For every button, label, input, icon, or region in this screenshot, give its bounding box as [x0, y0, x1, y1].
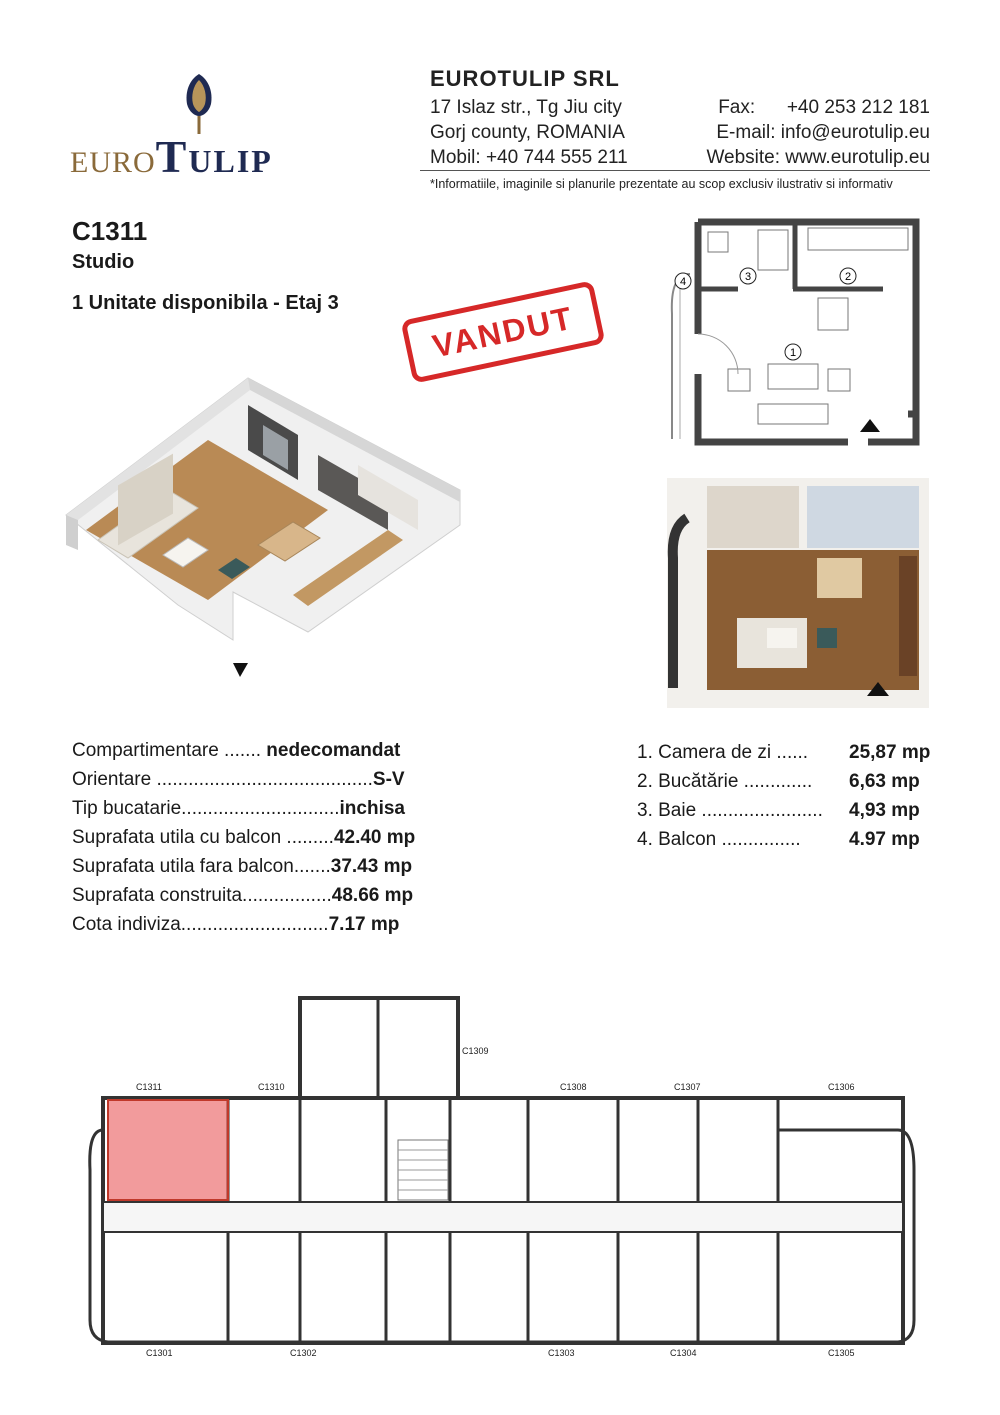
unit-label-c1306: C1306 [828, 1082, 855, 1092]
company-info [430, 66, 930, 170]
unit-label-c1303: C1303 [548, 1348, 575, 1358]
room-bucatarie: 2. Bucătărie ............. 6,63 mp [637, 771, 920, 792]
room-camera-de-zi: 1. Camera de zi ...... 25,87 mp [637, 742, 931, 763]
furnished-plan-render [667, 478, 929, 708]
mobile: Mobil: +40 744 555 211 [430, 147, 628, 168]
svg-text:3: 3 [744, 271, 752, 283]
unit-label-c1304: C1304 [670, 1348, 697, 1358]
company-logo [70, 70, 330, 182]
floor-plan-drawing [668, 214, 928, 446]
spec-tip-bucatarie: Tip bucatarie..............................inchisa [72, 798, 405, 819]
building-floor-plan [78, 990, 928, 1370]
spec-compartimentare: Compartimentare ....... nedecomandat [72, 740, 401, 761]
unit-label-c1305: C1305 [828, 1348, 855, 1358]
fax-number: +40 253 212 181 [786, 97, 930, 118]
entrance-arrow-icon [233, 663, 248, 677]
svg-text:1: 1 [789, 347, 797, 359]
company-name: EUROTULIP SRL [430, 66, 620, 91]
room-marker-1 [785, 344, 801, 360]
spec-suprafata-cu-balcon: Suprafata utila cu balcon .........42.40 mp [72, 827, 416, 848]
website: Website: www.eurotulip.eu [706, 147, 930, 168]
spec-suprafata-fara-balcon: Suprafata utila fara balcon.......37.43 mp [72, 856, 413, 877]
highlighted-unit-c1311 [108, 1100, 228, 1200]
apartment-code: C1311 [72, 216, 148, 246]
unit-label-c1309: C1309 [462, 1046, 489, 1056]
address-line-2: Gorj county, ROMANIA [430, 122, 625, 143]
rooms-list [637, 742, 937, 858]
header-divider [420, 170, 930, 171]
unit-label-c1307: C1307 [674, 1082, 701, 1092]
svg-text:2: 2 [844, 271, 852, 283]
disclaimer: *Informatiile, imaginile si planurile prezentate au scop exclusiv ilustrativ si informativ [430, 177, 893, 191]
logo-initial: T [155, 131, 189, 182]
unit-label-c1311: C1311 [136, 1082, 162, 1092]
sold-stamp: VANDUT [400, 280, 605, 383]
specs-list [72, 740, 472, 943]
room-marker-4 [675, 273, 691, 289]
apartment-type: Studio [72, 251, 135, 273]
email: E-mail: info@eurotulip.eu [716, 122, 930, 143]
isometric-render [58, 370, 470, 700]
spec-cota-indiviza: Cota indiviza............................7.17 mp [72, 914, 400, 935]
unit-label-c1302: C1302 [290, 1348, 317, 1358]
fax-label: Fax: [718, 97, 756, 118]
address-line-1: 17 Islaz str., Tg Jiu city [430, 97, 622, 118]
room-baie: 3. Baie ....................... 4,93 mp [637, 800, 920, 821]
room-marker-3 [740, 268, 756, 284]
logo-word-tulip: ULIP [188, 143, 273, 179]
logo-word-euro: EURO [70, 146, 156, 179]
spec-suprafata-construita: Suprafata construita.................48.66 mp [72, 885, 414, 906]
availability: 1 Unitate disponibila - Etaj 3 [72, 292, 339, 314]
tulip-logo-icon [175, 70, 223, 134]
spec-orientare: Orientare .........................................S-V [72, 769, 405, 790]
room-balcon: 4. Balcon ............... 4.97 mp [637, 829, 920, 850]
unit-label-c1310: C1310 [258, 1082, 285, 1092]
svg-text:4: 4 [679, 276, 687, 288]
room-marker-2 [840, 268, 856, 284]
fax-row [680, 95, 930, 120]
unit-label-c1301: C1301 [146, 1348, 173, 1358]
unit-label-c1308: C1308 [560, 1082, 587, 1092]
